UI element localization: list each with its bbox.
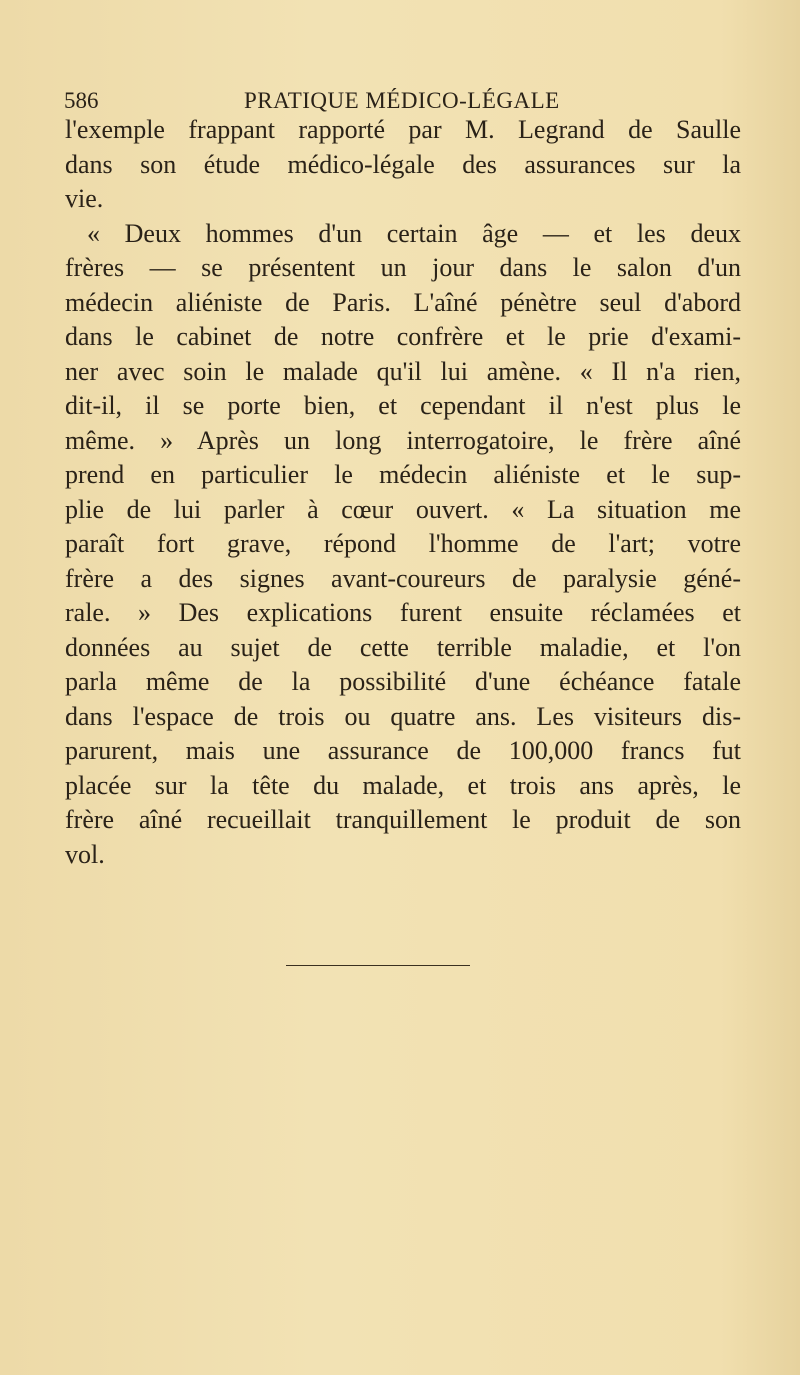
text-line: dans le cabinet de notre confrère et le prie d'exami-: [65, 322, 741, 351]
text-line: rale. » Des explications furent ensuite réclamées et: [65, 598, 741, 627]
text-line: ner avec soin le malade qu'il lui amène. « Il n'a rien,: [65, 356, 741, 386]
text-line: paraît fort grave, répond l'homme de l'art; votre: [65, 529, 741, 558]
body-text: [65, 113, 741, 872]
text-line: dans son étude médico-légale des assurances sur la: [65, 149, 741, 179]
text-line: plie de lui parler à cœur ouvert. « La situation me: [65, 494, 741, 524]
text-line: l'exemple frappant rapporté par M. Legrand de Saulle: [65, 115, 741, 144]
text-line: prend en particulier le médecin aliéniste et le sup-: [65, 460, 741, 489]
text-line: données au sujet de cette terrible maladie, et l'on: [65, 632, 741, 662]
text-line: frères — se présentent un jour dans le salon d'un: [65, 253, 741, 282]
text-line: vie.: [65, 184, 104, 213]
text-line: médecin aliéniste de Paris. L'aîné pénètre seul d'abord: [65, 287, 741, 317]
text-line: frère a des signes avant-coureurs de paralysie géné-: [65, 563, 741, 593]
text-line: placée sur la tête du malade, et trois ans après, le: [65, 770, 741, 800]
section-divider: [286, 965, 470, 966]
text-line: parurent, mais une assurance de 100,000 francs fut: [65, 736, 741, 765]
text-line: « Deux hommes d'un certain âge — et les deux: [87, 218, 741, 248]
text-line: parla même de la possibilité d'une échéance fatale: [65, 667, 741, 696]
text-line: frère aîné recueillait tranquillement le produit de son: [65, 805, 741, 834]
running-title: PRATIQUE MÉDICO-LÉGALE: [244, 88, 560, 113]
text-line: dit-il, il se porte bien, et cependant il n'est plus le: [65, 391, 741, 420]
text-line: même. » Après un long interrogatoire, le frère aîné: [65, 425, 741, 455]
text-line: dans l'espace de trois ou quatre ans. Les visiteurs dis-: [65, 701, 741, 731]
page-number: 586: [64, 88, 99, 113]
text-line: vol.: [65, 839, 105, 869]
